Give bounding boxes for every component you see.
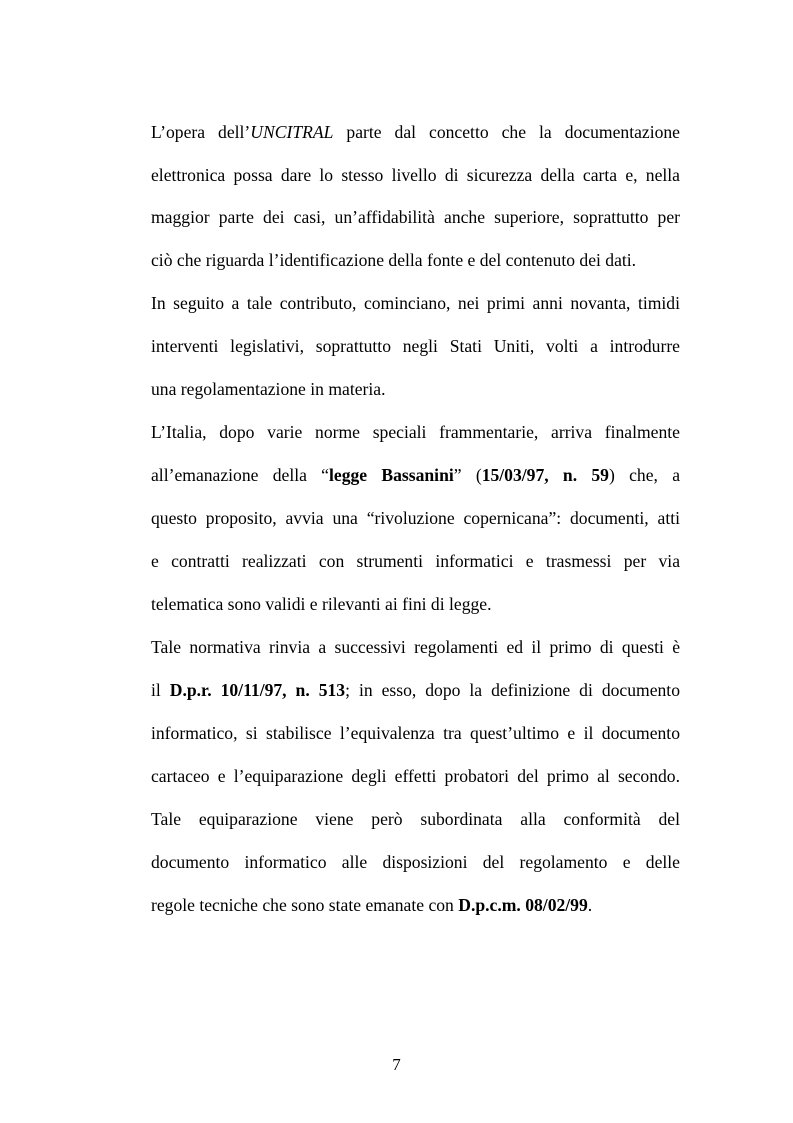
text-run: ” (: [453, 465, 482, 485]
text-run: all’emanazione della “: [151, 465, 329, 485]
text-run: ) che, a: [608, 465, 681, 485]
text-run: .: [587, 895, 593, 915]
paragraph-2-line-2: interventi legislativi, soprattutto negli Stati Uniti, volti a introdurre: [151, 336, 680, 356]
paragraph-1-line-3: maggior parte dei casi, un’affidabilità anche superiore, soprattutto per: [151, 207, 680, 227]
paragraph-2-line-3: una regolamentazione in materia.: [151, 379, 386, 399]
paragraph-4-line-7: [151, 894, 680, 916]
paragraph-3-line-5: telematica sono validi e rilevanti ai fini di legge.: [151, 594, 492, 614]
paragraph-4-line-4: cartaceo e l’equiparazione degli effetti probatori del primo al secondo.: [151, 766, 680, 786]
paragraph-3-line-4: e contratti realizzati con strumenti informatici e trasmessi per via: [151, 551, 680, 571]
paragraph-4-line-2: [151, 679, 680, 701]
paragraph-3-line-1: L’Italia, dopo varie norme speciali frammentarie, arriva finalmente: [151, 422, 680, 442]
text-run: L’opera dell’: [151, 122, 251, 142]
bold-legge-reference: 15/03/97, n. 59: [481, 465, 609, 485]
bold-dpcm-reference: D.p.c.m. 08/02/99: [458, 895, 588, 915]
paragraph-2-line-1: In seguito a tale contributo, cominciano, nei primi anni novanta, timidi: [151, 293, 680, 313]
paragraph-1-line-2: elettronica possa dare lo stesso livello di sicurezza della carta e, nella: [151, 165, 680, 185]
paragraph-4-line-6: documento informatico alle disposizioni del regolamento e delle: [151, 852, 680, 872]
bold-dpr-reference: D.p.r. 10/11/97, n. 513: [169, 680, 346, 700]
paragraph-4-line-3: informatico, si stabilisce l’equivalenza tra quest’ultimo e il documento: [151, 723, 680, 743]
paragraph-4-line-5: Tale equiparazione viene però subordinata alla conformità del: [151, 809, 680, 829]
bold-legge-bassanini: legge Bassanini: [329, 465, 454, 485]
paragraph-4-line-1: Tale normativa rinvia a successivi regolamenti ed il primo di questi è: [151, 637, 680, 657]
paragraph-3-line-3: questo proposito, avvia una “rivoluzione copernicana”: documenti, atti: [151, 508, 680, 528]
text-run: parte dal concetto che la documentazione: [333, 122, 680, 142]
italic-term-uncitral: UNCITRAL: [250, 122, 334, 142]
text-run: ; in esso, dopo la definizione di documento: [345, 680, 680, 700]
page-number: 7: [392, 1055, 401, 1074]
text-run: il: [151, 680, 170, 700]
paragraph-3-line-2: [151, 464, 680, 486]
paragraph-1-line-4: ciò che riguarda l’identificazione della fonte e del contenuto dei dati.: [151, 250, 637, 270]
paragraph-1-line-1: [151, 121, 680, 143]
text-run: regole tecniche che sono state emanate con: [151, 895, 459, 915]
